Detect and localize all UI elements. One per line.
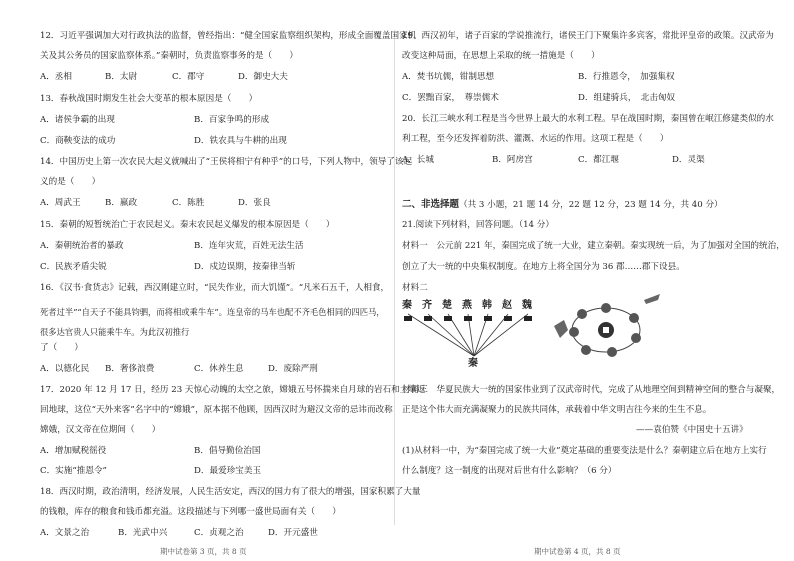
section2-note: （共 3 小题，21 题 14 分，22 题 12 分，23 题 14 分，共 40 分）: [459, 200, 723, 210]
q16-option-a[interactable]: A．以德化民: [40, 364, 90, 374]
state-wei: 魏: [522, 300, 532, 311]
page-divider: [394, 30, 395, 525]
state-qi: 齐: [422, 300, 432, 311]
q12-text-line2: 关及其公务员的国家监察体系。”秦朝时，负责监察事务的是（ ）: [40, 51, 298, 61]
q15-option-a[interactable]: A．秦朝统治者的暴政: [40, 241, 124, 251]
q21-material1-line1: 材料一 公元前 221 年，秦国完成了统一大业，建立秦朝。秦实现统一后，为了加强对全国的统治，: [402, 241, 785, 251]
left-page-footer: 期中试卷第 3 页，共 8 页: [160, 547, 247, 556]
q20-option-a[interactable]: A．长城: [402, 155, 434, 165]
q14-option-b[interactable]: B．嬴政: [105, 198, 138, 208]
q18-text-line2: 的钱粮，库存的粮食和钱币都充溢。这段描述与下列哪一盛世局面有关（ ）: [40, 507, 341, 517]
q16-option-b[interactable]: B．奢侈浪费: [105, 364, 155, 374]
q16-text-line1: 16．《汉书·食货志》记载，西汉刚建立时，“民失作业，而大饥馑”。“凡米石五千，人相食，: [40, 283, 390, 293]
q19-option-a[interactable]: A．焚书坑儒，钳制思想: [402, 72, 495, 82]
coins-illustration: [550, 290, 662, 366]
q19-text-line1: 19．西汉初年，诸子百家的学说推流行，诸侯王门下聚集许多宾客，常批评皇帝的政策。汉武帝为: [402, 31, 774, 41]
q17-text-line1: 17．2020 年 12 月 17 日，经历 23 天惊心动魄的太空之旅，嫦娥五号怀揣来自月球的岩石和土壤返: [40, 385, 426, 395]
q15-option-b[interactable]: B．连年灾荒，百姓无法生活: [194, 241, 304, 251]
q18-option-b[interactable]: B．光武中兴: [118, 528, 168, 538]
q16-text-line2: 死者过半”“自天子不能具钧驷，而将相或乘牛车”。连皇帝的马车也配不齐毛色相同的四匹马，很多达官贵人只能乘牛车。为此汉初推行: [40, 307, 385, 337]
section2-heading: [402, 199, 723, 211]
state-chu: 楚: [442, 300, 452, 311]
q20-option-c[interactable]: C．都江堰: [578, 155, 619, 165]
q16-text-line3: 了（ ）: [40, 343, 83, 353]
q15-option-d[interactable]: D．戍边误期，按秦律当斩: [194, 262, 296, 272]
q17-option-b[interactable]: B．倡导勤俭治国: [194, 446, 261, 456]
q18-option-a[interactable]: A．文景之治: [40, 528, 90, 538]
q21-material3-line1: 材料三 华夏民族大一统的国家伟业到了汉武帝时代，完成了从地理空间到精神空间的整合与凝聚，: [402, 385, 781, 395]
q12-option-b[interactable]: B．太尉: [105, 72, 138, 82]
q21-question1-line1: (1)从材料一中，为“秦国完成了统一大业”奠定基础的重要变法是什么？秦朝建立后在地方上实行: [402, 446, 767, 456]
q13-option-c[interactable]: C．商鞅变法的成功: [40, 136, 116, 146]
unified-qin-char: 秦: [468, 358, 478, 369]
unification-diagram: [402, 296, 542, 369]
q19-text-line2: 改变这种局面，在思想上采取的统一措施是（ ）: [402, 51, 600, 61]
q13-option-d[interactable]: D．铁农具与牛耕的出现: [194, 136, 287, 146]
q16-option-c[interactable]: C．休养生息: [194, 364, 244, 374]
q21-intro: 21.阅读下列材料，回答问题。（14 分）: [402, 220, 554, 230]
right-page: [402, 0, 785, 561]
q17-text-line3: 嫦娥，汉文帝在位期间（ ）: [40, 425, 161, 435]
q13-option-b[interactable]: B．百家争鸣的形成: [194, 115, 270, 125]
right-page-footer: 期中试卷第 4 页，共 8 页: [534, 547, 621, 556]
q12-option-a[interactable]: A．丞相: [40, 72, 72, 82]
q19-option-b[interactable]: B．行推恩令， 加强集权: [578, 72, 675, 82]
q13-text: 13．春秋战国时期发生社会大变革的根本原因是（ ）: [40, 94, 258, 104]
q12-option-d[interactable]: D．御史大夫: [238, 72, 288, 82]
q14-option-c[interactable]: C．陈胜: [172, 198, 205, 208]
q21-material3-line2: 正是这个伟大而充满凝聚力的民族共同体，承载着中华文明吉往今来的生生不息。: [402, 405, 712, 415]
q17-option-c[interactable]: C．实施“推恩令”: [40, 466, 107, 476]
q16-option-d[interactable]: D．废除严刑: [268, 364, 318, 374]
q18-option-d[interactable]: D．开元盛世: [268, 528, 318, 538]
section2-title: 二、非选择题: [402, 199, 460, 210]
q20-text-line2: 利工程，至今还发挥着防洪、灌溉、水运的作用。这项工程是（ ）: [402, 134, 669, 144]
q15-text: 15．秦朝的短暂统治亡于农民起义。秦末农民起义爆发的根本原因是（ ）: [40, 220, 335, 230]
q19-option-d[interactable]: D．组建骑兵， 北击匈奴: [578, 93, 676, 103]
q20-text-line1: 20．长江三峡水利工程是当今世界上最大的水利工程。早在战国时期，秦国曾在岷江修建类似的水: [402, 114, 774, 124]
q21-material2-label: 材料二: [402, 283, 428, 293]
q12-option-c[interactable]: C．郡守: [172, 72, 205, 82]
q17-option-d[interactable]: D．最爱珍宝美玉: [194, 466, 262, 476]
q14-option-d[interactable]: D．张良: [238, 198, 271, 208]
q12-text-line1: 12．习近平强调加大对行政执法的监督，曾经指出：“健全国家监察组织架构，形成全面覆盖国家机: [40, 31, 417, 41]
q14-text-line2: 义的是（ ）: [40, 177, 101, 187]
q14-option-a[interactable]: A．周武王: [40, 198, 81, 208]
q21-question1-line2: 什么制度？这一制度的出现对后世有什么影响？（6 分）: [402, 466, 617, 476]
q17-text-line2: 回地球，这位“天外来客”名字中的“嫦娥”，原本据不他顾，因西汉时为避汉文帝的忌讳而改称: [40, 405, 393, 415]
state-yan: 燕: [462, 300, 472, 311]
state-zhao: 赵: [502, 300, 512, 311]
q15-option-c[interactable]: C．民族矛盾尖锐: [40, 262, 107, 272]
q21-material3-source: ——袁伯赞《中国史十五讲》: [636, 425, 748, 435]
q20-option-b[interactable]: B．阿房宫: [492, 155, 533, 165]
q21-material1-line2: 创立了大一统的中央集权制度。在地方上将全国分为 36 郡……郡下设县。: [402, 262, 685, 272]
coins-ring-svg: [550, 290, 662, 366]
q17-option-a[interactable]: A．增加赋税徭役: [40, 446, 107, 456]
q13-option-a[interactable]: A．诸侯争霸的出现: [40, 115, 115, 125]
state-qin: 秦: [402, 300, 412, 311]
q19-option-c[interactable]: C．罢黜百家， 尊崇儒术: [402, 93, 499, 103]
q18-option-c[interactable]: C．贞观之治: [194, 528, 244, 538]
q14-text-line1: 14．中国历史上第一次农民大起义就喊出了“王侯将相宁有种乎”的口号，下列人物中，领导了该起: [40, 157, 413, 167]
state-han: 韩: [482, 300, 492, 311]
q18-text-line1: 18．西汉时期，政治清明，经济发展，人民生活安定，西汉的国力有了很大的增强，国家积累了大量: [40, 487, 421, 497]
q20-option-d[interactable]: D．灵渠: [672, 155, 705, 165]
